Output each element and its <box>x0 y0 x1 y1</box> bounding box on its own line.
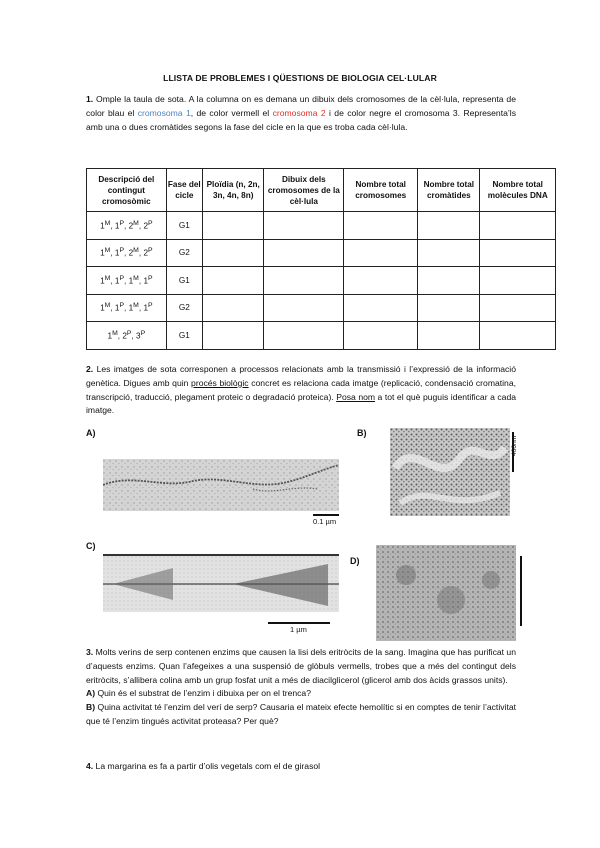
cell-ploidy[interactable] <box>202 212 264 240</box>
row-phase: G2 <box>166 239 202 267</box>
cell-drawing[interactable] <box>264 267 344 295</box>
cell-chromosomes[interactable] <box>344 239 418 267</box>
row-description: $1^M$, $1^P$, $2^M$, $2^P$ <box>87 212 167 240</box>
question-2-text-b: concret es relaciona cada imatge (replicació, condensació cromatina, transcripció, traducció, plegament proteic o degradació proteica). <box>86 377 516 402</box>
cell-chromosomes[interactable] <box>344 294 418 322</box>
table-row <box>87 239 556 267</box>
question-2-underline-2: Posa nom <box>336 391 376 402</box>
chromosome-1-label: cromosoma 1 <box>137 107 191 118</box>
scale-bar-a <box>313 514 339 516</box>
cell-chromosomes[interactable] <box>344 267 418 295</box>
question-4-text: La margarina es fa a partir d’olis vegetals com el de girasol <box>93 761 321 771</box>
question-4-number: 4. <box>86 761 94 771</box>
header-drawing: Dibuix dels cromosomes de la cèl·lula <box>264 169 344 212</box>
cell-dna[interactable] <box>480 239 556 267</box>
cell-dna[interactable] <box>480 267 556 295</box>
question-1-text-a: Omple la taula de sota. A la columna on es demana un dibuix dels cromosomes de la cèl·lula, representa de color blau el <box>86 94 516 118</box>
question-3-text: Molts verins de serp contenen enzims que causen la lisi dels eritròcits de la sang. Imagina que has purificat un d’aquests enzims. Quan l’afegeixes a una suspensió de glòbuls vermells, trobes que a més del contingut dels eritròcits, s’allibera colina amb un grup fosfat unit a més de diacilglicerol (glicerol amb dos àcids grassos units). <box>86 647 516 685</box>
question-3b-label: B) <box>86 702 96 713</box>
question-2 <box>86 363 516 418</box>
header-dna-molecules: Nombre total molècules DNA <box>480 169 556 212</box>
question-1-text-b: , de color vermell el <box>190 107 273 118</box>
header-chromatids: Nombre total cromàtides <box>418 169 480 212</box>
row-description: $1^M$, $1^P$, $1^M$, $1^P$ <box>87 294 167 322</box>
table-header-row <box>87 169 556 212</box>
scale-bar-d <box>520 556 522 626</box>
image-d-label: D) <box>350 556 360 566</box>
cell-ploidy[interactable] <box>202 239 264 267</box>
row-description: $1^M$, $1^P$, $2^M$, $2^P$ <box>87 239 167 267</box>
cell-dna[interactable] <box>480 212 556 240</box>
question-2-text-a: Les imatges de sota corresponen a processos relacionats amb la transmissió i l’expressió de la informació genètica. Digues amb quin <box>86 364 516 388</box>
micrograph-a-svg <box>103 459 339 511</box>
image-c-label: C) <box>86 541 96 551</box>
page-title: LLISTA DE PROBLEMES I QÜESTIONS DE BIOLOGIA CEL·LULAR <box>163 73 437 83</box>
cell-drawing[interactable] <box>264 212 344 240</box>
chromosome-table <box>86 168 556 350</box>
header-chromosomes: Nombre total cromosomes <box>344 169 418 212</box>
cell-chromatids[interactable] <box>418 212 480 240</box>
cell-dna[interactable] <box>480 294 556 322</box>
question-1-number: 1. <box>86 94 94 104</box>
cell-chromatids[interactable] <box>418 322 480 350</box>
cell-ploidy[interactable] <box>202 322 264 350</box>
question-1-text-c: i de color negre el cromosoma 3. Representa’ls amb una o dues cromàtides segons la fase del cicle en la que es troba cada cèl·lula. <box>86 107 516 132</box>
scale-bar-c <box>268 622 330 624</box>
table-row <box>87 294 556 322</box>
scale-label-b: 400nm <box>511 436 518 456</box>
micrograph-d-svg <box>376 545 516 641</box>
question-3a-text: Quin és el substrat de l’enzim i dibuixa per on el trenca? <box>95 688 311 699</box>
micrograph-c-svg <box>103 556 339 612</box>
cell-drawing[interactable] <box>264 239 344 267</box>
row-description: $1^M$, $1^P$, $1^M$, $1^P$ <box>87 267 167 295</box>
micrograph-b-svg <box>390 428 510 516</box>
row-phase: G1 <box>166 212 202 240</box>
scale-label-a: 0.1 µm <box>313 517 337 526</box>
question-1 <box>86 93 516 134</box>
cell-drawing[interactable] <box>264 294 344 322</box>
cell-chromosomes[interactable] <box>344 322 418 350</box>
micrograph-d <box>376 545 516 641</box>
table-row <box>87 212 556 240</box>
row-description: $1^M$, $2^P$, $3^P$ <box>87 322 167 350</box>
table-row <box>87 267 556 295</box>
cell-ploidy[interactable] <box>202 294 264 322</box>
chromosome-2-label: cromosoma 2 <box>272 107 326 118</box>
cell-drawing[interactable] <box>264 322 344 350</box>
question-3 <box>86 646 516 729</box>
cell-chromatids[interactable] <box>418 267 480 295</box>
question-3a-label: A) <box>86 688 96 699</box>
scale-label-c: 1 µm <box>290 625 307 634</box>
cell-chromatids[interactable] <box>418 294 480 322</box>
micrograph-a <box>103 459 339 511</box>
image-a-label: A) <box>86 428 96 438</box>
row-phase: G1 <box>166 267 202 295</box>
micrograph-b <box>390 428 510 516</box>
micrograph-c <box>103 554 339 612</box>
header-phase: Fase del cicle <box>166 169 202 212</box>
row-phase: G2 <box>166 294 202 322</box>
image-b-label: B) <box>357 428 367 438</box>
header-description: Descripció del contingut cromosòmic <box>87 169 167 212</box>
cell-dna[interactable] <box>480 322 556 350</box>
cell-chromosomes[interactable] <box>344 212 418 240</box>
question-2-number: 2. <box>86 364 94 374</box>
question-4 <box>86 760 516 774</box>
header-ploidy: Ploïdia (n, 2n, 3n, 4n, 8n) <box>202 169 264 212</box>
table-row <box>87 322 556 350</box>
question-3b-text: Quina activitat té l’enzim del verí de serp? Causaria el mateix efecte hemolític si en comptes de tenir l’activitat que té l’enzim tingués activitat proteasa? Per què? <box>86 702 516 726</box>
cell-chromatids[interactable] <box>418 239 480 267</box>
cell-ploidy[interactable] <box>202 267 264 295</box>
row-phase: G1 <box>166 322 202 350</box>
question-3-number: 3. <box>86 647 94 657</box>
question-2-text-c: a tot el què puguis identificar a cada imatge. <box>86 391 517 416</box>
question-2-underline-1: procés biològic <box>191 377 249 388</box>
